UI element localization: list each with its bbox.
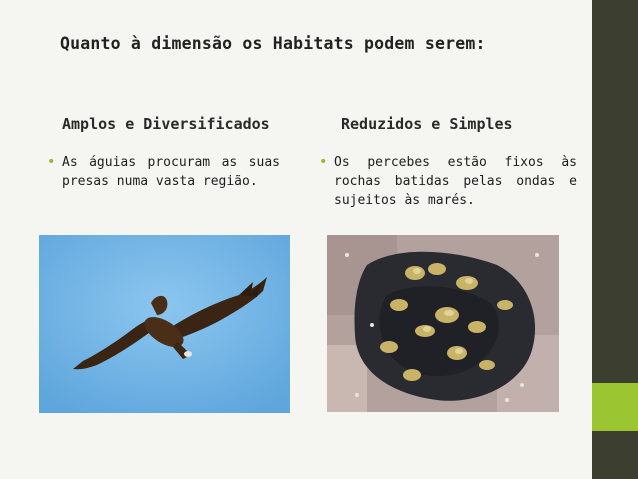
sidebar-accent-block (592, 383, 638, 431)
bullet-dot-icon: • (47, 154, 56, 170)
barnacles-icon (327, 235, 559, 412)
eagle-photo (39, 235, 290, 413)
right-bullet-text: Os percebes estão fixos às rochas batidas pelas ondas e sujeitos às marés. (334, 155, 577, 208)
bullet-dot-icon: • (319, 154, 328, 170)
barnacles-photo (327, 235, 559, 412)
right-bullet (319, 153, 577, 210)
left-column-heading: Amplos e Diversificados (62, 115, 270, 133)
left-bullet (47, 153, 280, 191)
right-column-heading: Reduzidos e Simples (341, 115, 513, 133)
left-bullet-text: As águias procuram as suas presas numa vasta região. (62, 155, 280, 189)
eagle-icon (39, 235, 290, 413)
slide-title: Quanto à dimensão os Habitats podem serem: (60, 34, 486, 53)
